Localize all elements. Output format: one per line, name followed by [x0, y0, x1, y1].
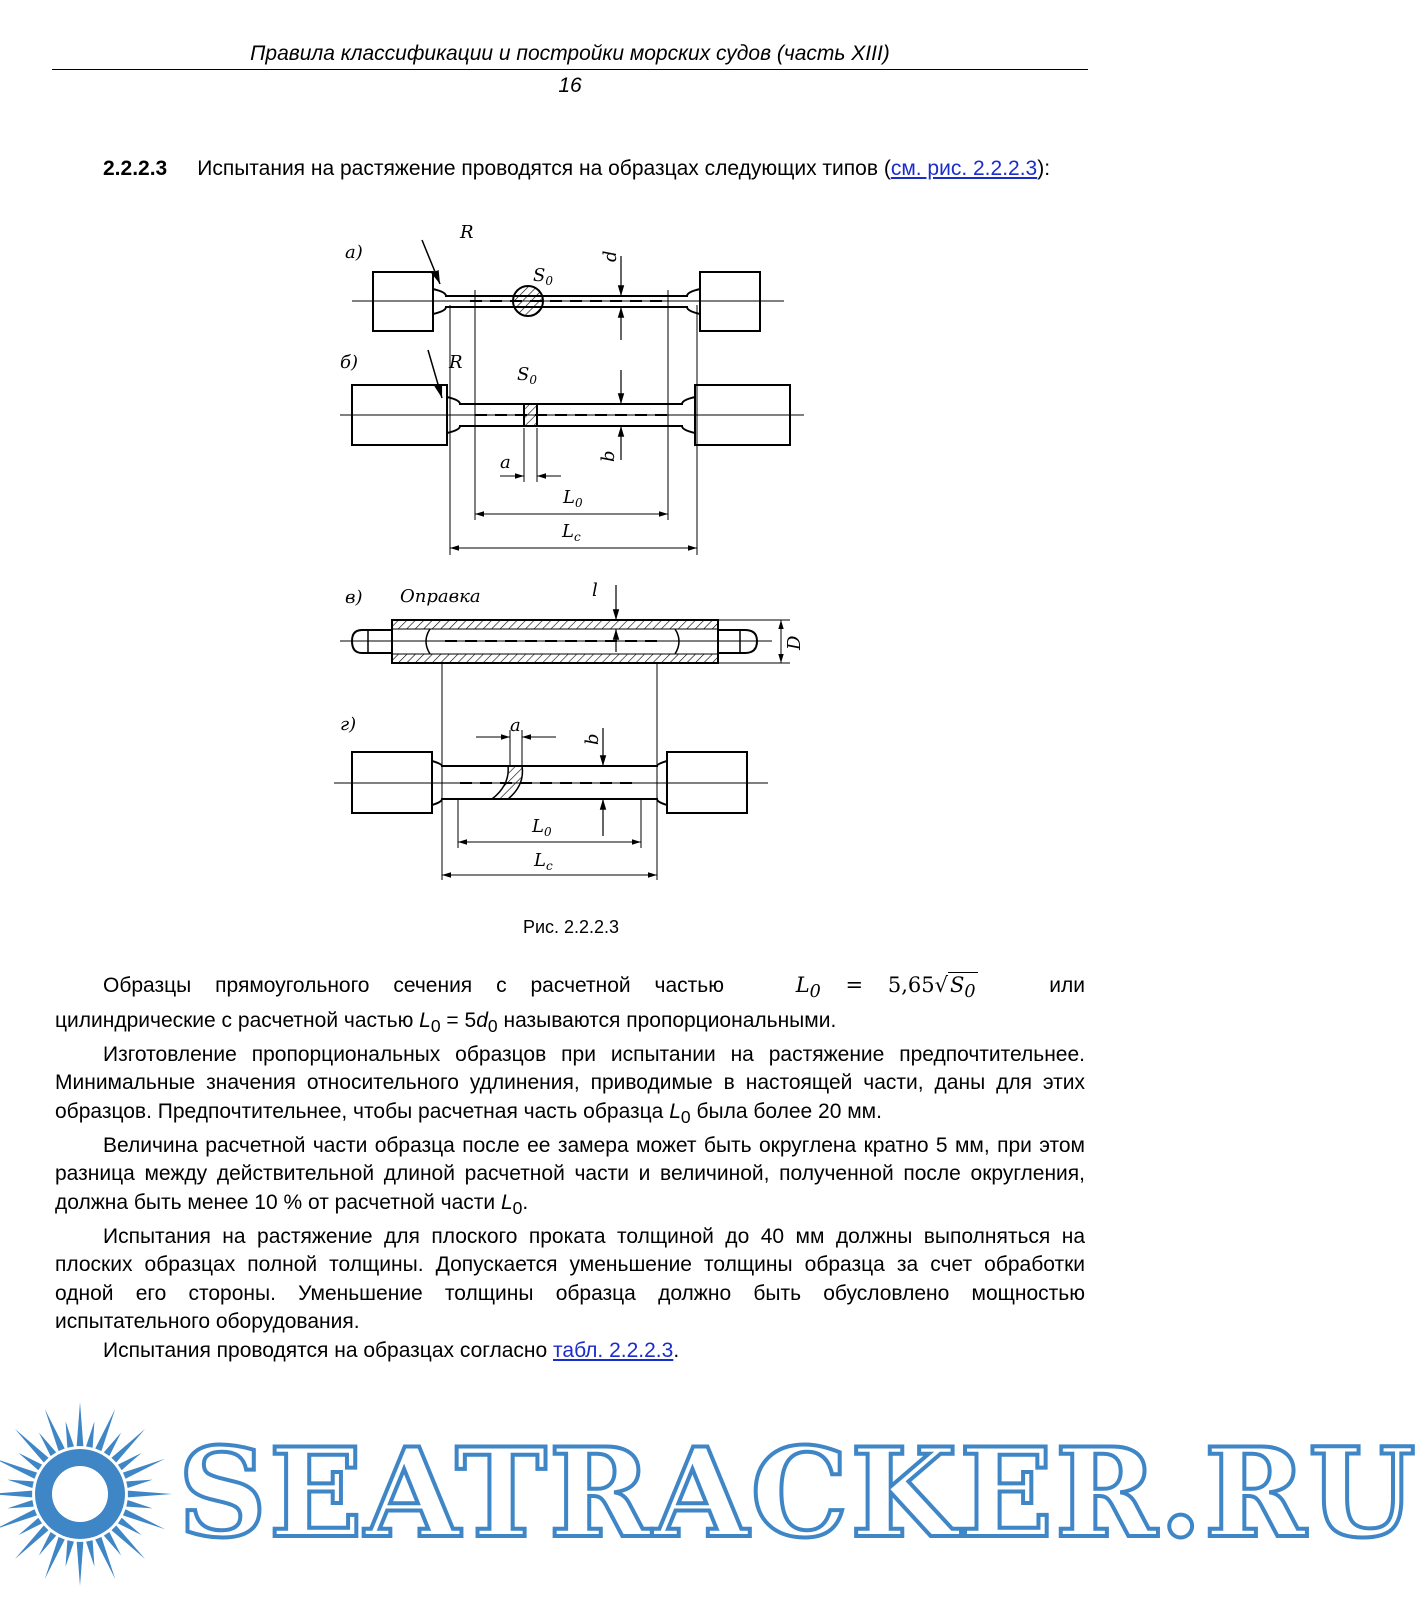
- specimen-a-round: [352, 240, 784, 340]
- body-text: [55, 971, 1085, 1365]
- label-b-variant: б): [340, 352, 359, 373]
- intro-tail: ):: [1037, 157, 1051, 180]
- label-a-dim-g: a: [510, 715, 521, 736]
- label-L0-g: $L_0$: [532, 816, 552, 839]
- sun-ray: [77, 1402, 84, 1446]
- label-v: в): [345, 587, 363, 608]
- label-b-dim: b: [598, 450, 619, 462]
- section-number: 2.2.2.3: [103, 157, 168, 180]
- sun-ray: [128, 1491, 172, 1498]
- paragraph-preferred: Изготовление пропорциональных образцов при испытании на растяжение предпочтительнее. Минимальные значения относительного удлинения, приводимые в настоящей части, даны для этих образцов. Предпочтительнее, чтобы расчетная часть образца $L_0$ была более 20 мм.: [55, 1042, 1085, 1127]
- paragraph-rounding: Величина расчетной части образца после ее замера может быть округлена кратно 5 мм, при этом разница между действительной длиной расчетной части и величиной, полученной после округления, должна быть менее 10 % от расчетной части $L_0$.: [55, 1133, 1085, 1218]
- sun-ray: [126, 1480, 152, 1488]
- label-R-a: R: [460, 222, 474, 243]
- table-link[interactable]: табл. 2.2.2.3: [553, 1338, 674, 1362]
- sun-ray: [111, 1429, 145, 1463]
- sun-ray: [77, 1542, 84, 1586]
- label-S0-b: $S_0$: [517, 364, 537, 387]
- page-number: 16: [558, 74, 582, 97]
- paragraph-proportional-cont: цилиндрические с расчетной частью $L_0 = 5d_0$ называются пропорциональными.: [55, 1008, 837, 1036]
- label-Lc-g: $L_c$: [534, 850, 553, 873]
- sun-ray: [86, 1540, 94, 1566]
- paragraph-flat-rolled: Испытания на растяжение для плоского проката толщиной до 40 мм должны выполняться на плоских образцах полной толщины. Допускается уменьшение толщины образца за счет обработки одной его стороны. Уменьшение толщины образца должно быть обусловлено мощностью испытательного оборудования.: [55, 1224, 1085, 1334]
- label-D: D: [784, 635, 805, 650]
- sun-ray: [111, 1525, 145, 1559]
- intro-text: Испытания на растяжение проводятся на образцах следующих типов (: [197, 157, 891, 180]
- label-a: а): [345, 242, 363, 263]
- sun-ray: [15, 1525, 49, 1559]
- sun-ray: [66, 1421, 74, 1447]
- sun-ray: [66, 1540, 74, 1566]
- specimen-b-flat: [340, 350, 804, 482]
- paragraph-proportional: Образцы прямоугольного сечения с расчетной частью $L_0 = 5,65√S_0$ или: [103, 973, 1085, 1003]
- specimen-g-strip: [334, 728, 768, 836]
- label-g: г): [340, 714, 357, 735]
- sun-ray: [7, 1500, 33, 1508]
- sun-ray: [0, 1491, 32, 1498]
- sun-core: [52, 1466, 108, 1522]
- sun-ray: [15, 1429, 49, 1463]
- label-R-b: R: [449, 352, 463, 373]
- label-S0-a: $S_0$: [533, 265, 553, 288]
- running-header: Правила классификации и постройки морских судов (часть XIII): [250, 42, 890, 65]
- label-mandrel: Оправка: [400, 586, 481, 607]
- sun-ray: [126, 1500, 152, 1508]
- dimensions-vg: [442, 663, 657, 880]
- label-b-dim-g: b: [582, 733, 603, 745]
- label-a-dim-b: a: [500, 452, 511, 473]
- label-d: d: [600, 250, 621, 262]
- paragraph-table-ref: Испытания проводятся на образцах согласно табл. 2.2.2.3.: [103, 1338, 680, 1362]
- sun-ray: [86, 1421, 94, 1447]
- specimen-figure: [0, 0, 1142, 900]
- figure-caption: Рис. 2.2.2.3: [522, 917, 620, 937]
- watermark-text: SEATRACKER.RU: [178, 1422, 1418, 1566]
- sun-ray: [7, 1480, 33, 1488]
- figure-link[interactable]: см. рис. 2.2.2.3: [890, 157, 1038, 180]
- label-l: l: [592, 580, 598, 601]
- formula-L0: $L_0 = 5,65√S_0$: [795, 973, 976, 1003]
- dimensions-ab: [450, 290, 697, 555]
- label-Lc-b: $L_c$: [562, 521, 581, 544]
- label-L0-b: $L_0$: [563, 487, 583, 510]
